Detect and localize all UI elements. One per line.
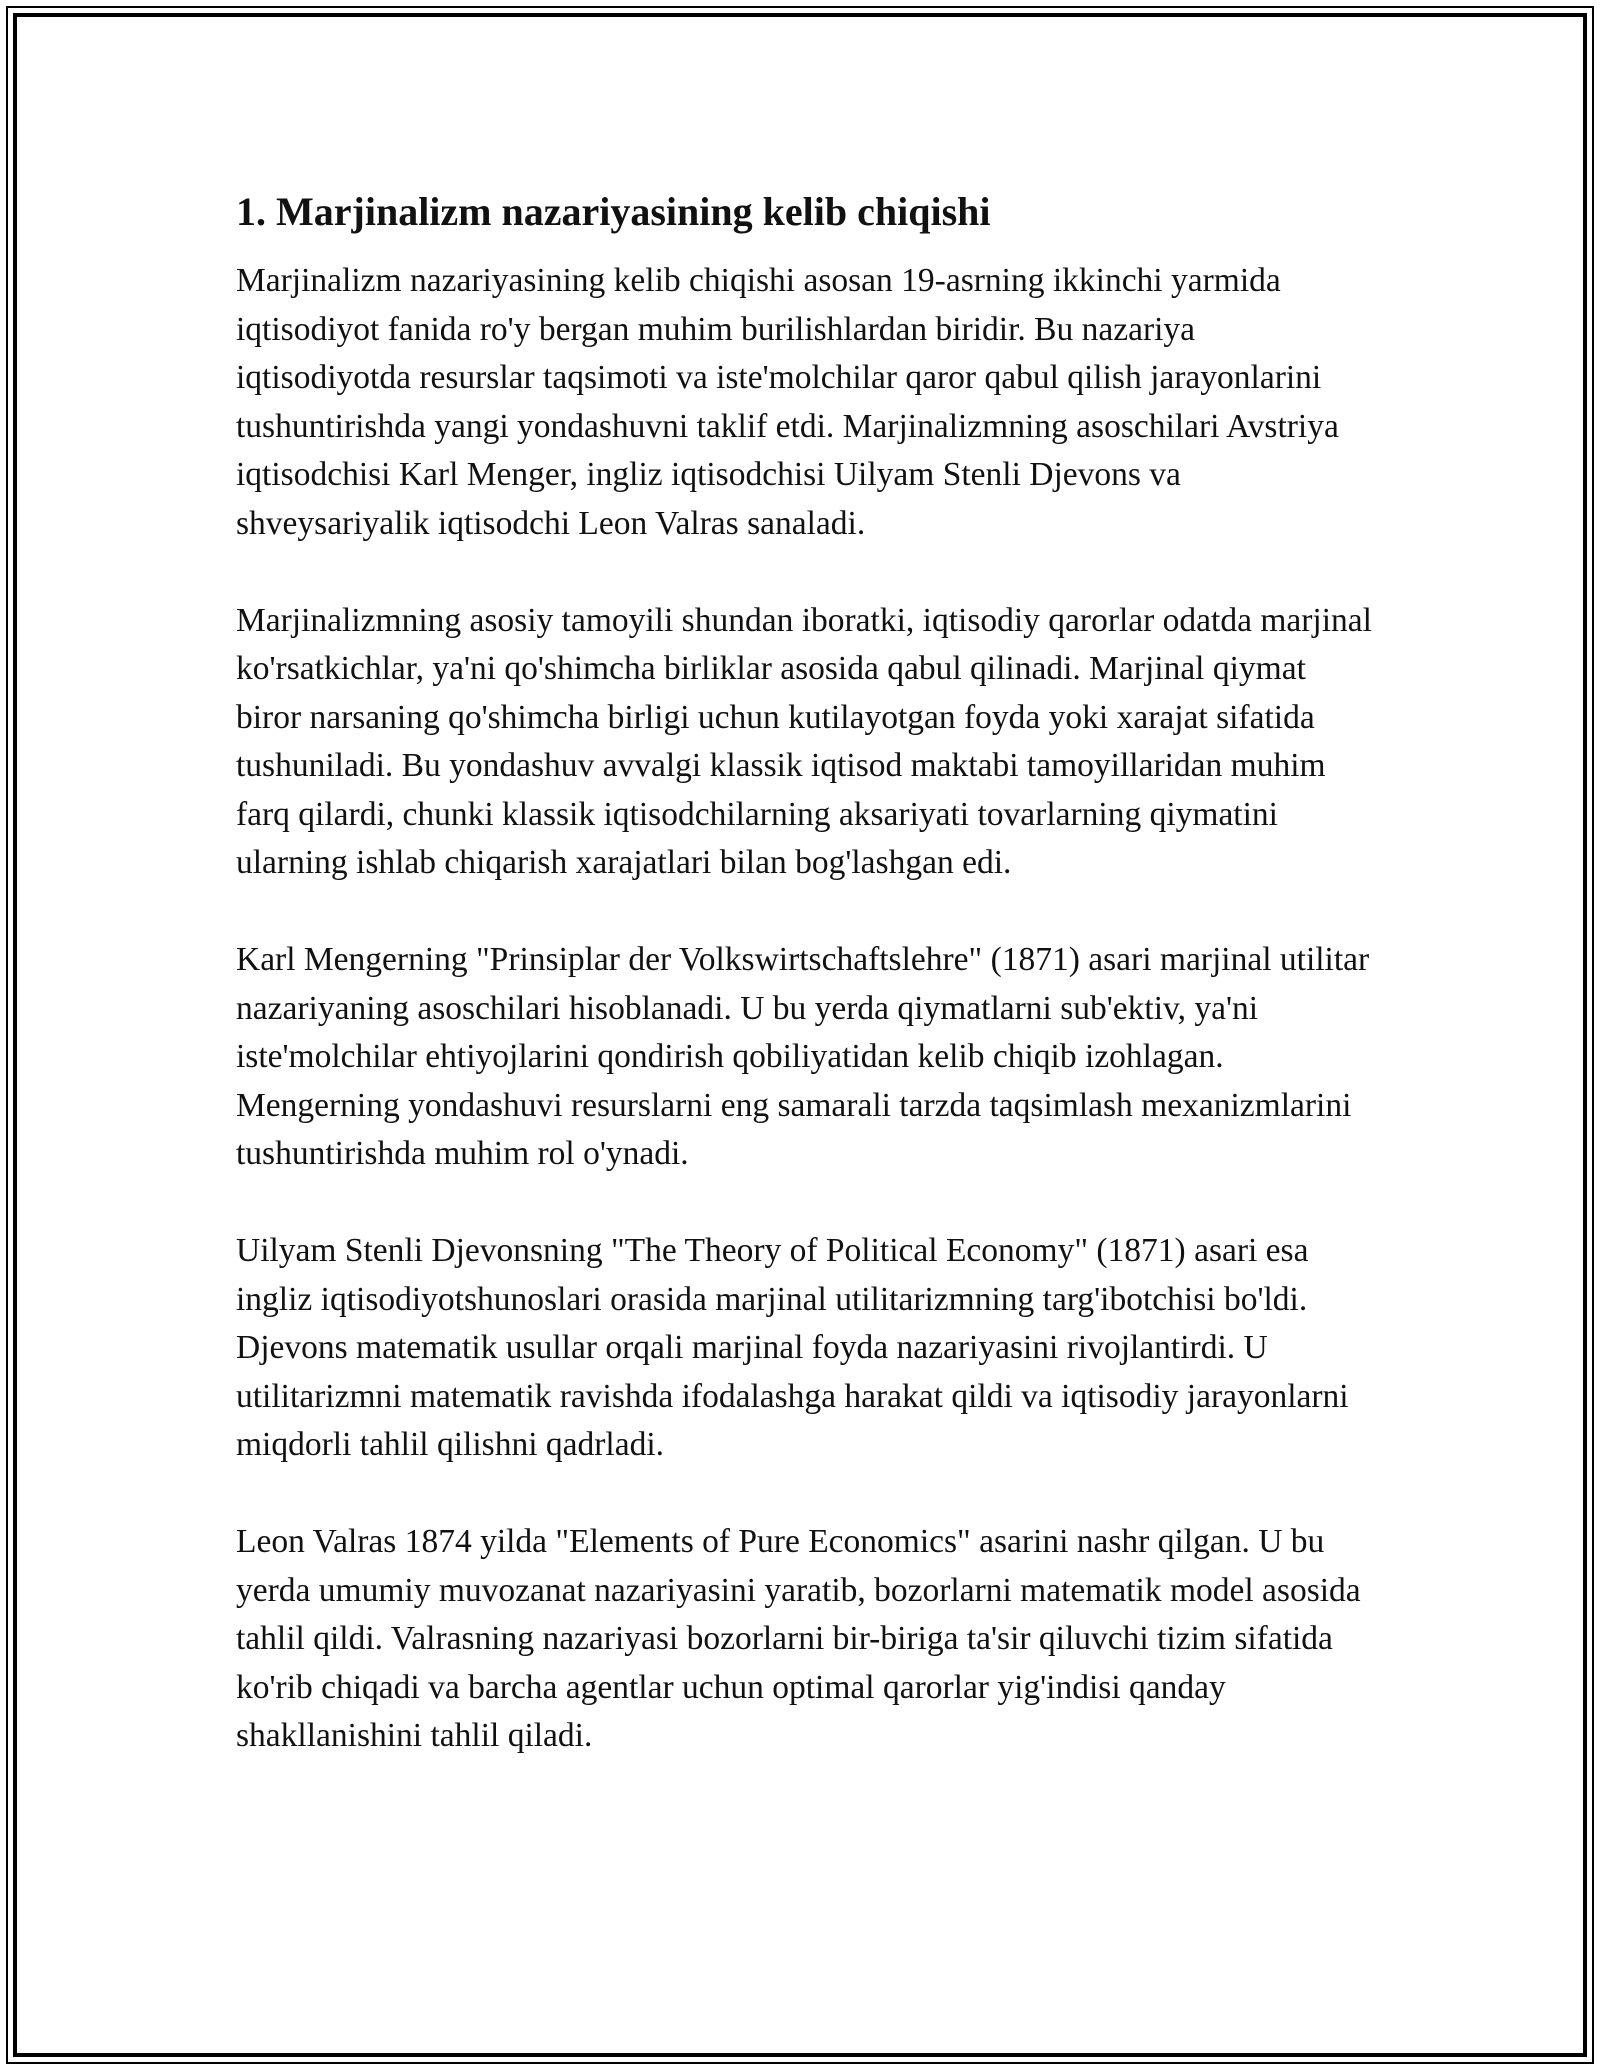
paragraph-1: Marjinalizm nazariyasining kelib chiqishi asosan 19-asrning ikkinchi yarmida iqtisodiyot fanida ro'y bergan muhim burilishlardan biridir. Bu nazariya iqtisodiyotda resurslar taqsimoti va iste'molchilar qaror qabul qilish jarayonlarini tushuntirishda yangi yondashuvni taklif etdi. Marjinalizmning asoschilari Avstriya iqtisodchisi Karl Menger, ingliz iqtisodchisi Uilyam Stenli Djevons va shveysariyalik iqtisodchi Leon Valras sanaladi. xyxy=(236,262,1339,542)
paragraph-4: Uilyam Stenli Djevonsning "The Theory of Political Economy" (1871) asari esa ingliz iqtisodiyotshunoslari orasida marjinal utilitarizmning targ'ibotchisi bo'ldi. Djevons matematik usullar orqali marjinal foyda nazariyasini rivojlantirdi. U utilitarizmni matematik ravishda ifodalashga harakat qildi va iqtisodiy jarayonlarni miqdorli tahlil qilishni qadrladi. xyxy=(236,1232,1349,1463)
section-heading: 1. Marjinalizm nazariyasining kelib chiqishi xyxy=(236,189,991,234)
paragraph-5: Leon Valras 1874 yilda "Elements of Pure Economics" asarini nashr qilgan. U bu yerda umumiy muvozanat nazariyasini yaratib, bozorlarni matematik model asosida tahlil qildi. Valrasning nazariyasi bozorlarni bir-biriga ta'sir qiluvchi tizim sifatida ko'rib chiqadi va barcha agentlar uchun optimal qarorlar yig'indisi qanday shakllanishini tahlil qiladi. xyxy=(236,1523,1361,1754)
paragraph-2: Marjinalizmning asosiy tamoyili shundan iboratki, iqtisodiy qarorlar odatda marjinal ko'rsatkichlar, ya'ni qo'shimcha birliklar asosida qabul qilinadi. Marjinal qiymat biror narsaning qo'shimcha birligi uchun kutilayotgan foyda yoki xarajat sifatida tushuniladi. Bu yondashuv avvalgi klassik iqtisod maktabi tamoyillaridan muhim farq qilardi, chunki klassik iqtisodchilarning aksariyati tovarlarning qiymatini ularning ishlab chiqarish xarajatlari bilan bog'lashgan edi. xyxy=(236,601,1372,881)
document-body xyxy=(236,186,1376,1809)
paragraph-3: Karl Mengerning "Prinsiplar der Volkswirtschaftslehre" (1871) asari marjinal utilitar nazariyaning asoschilari hisoblanadi. U bu yerda qiymatlarni sub'ektiv, ya'ni iste'molchilar ehtiyojlarini qondirish qobiliyatidan kelib chiqib izohlagan. Mengerning yondashuvi resurslarni eng samarali tarzda taqsimlash mexanizmlarini tushuntirishda muhim rol o'ynadi. xyxy=(236,941,1370,1172)
